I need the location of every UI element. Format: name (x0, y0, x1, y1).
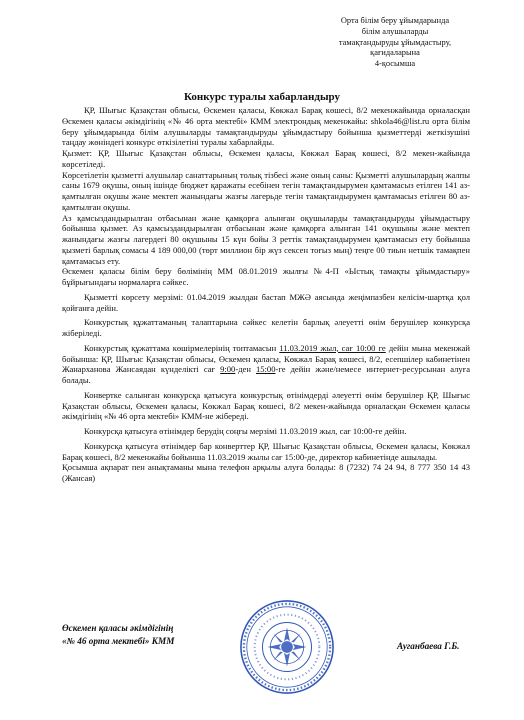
announcement-title: Конкурс туралы хабарландыру (183, 91, 340, 103)
annex-note (300, 16, 490, 70)
paragraph-recipients: Көрсетілетін қызметті алушылар санаттарының толық тізбесі және оның саны: Қызметті алушылардың жалпы саны 1679 оқушы, оның ішінде бюджет қаражаты есебінен тегін тамақтандырумен қамтамасыз етілген 141 аз-қамтылған оқушы және мектеп жанындағы жазғы лагерьде тегін тамақтандырумен қамтамасыз етілген 80 аз-қамтылған оқушы. (62, 169, 470, 212)
doc-text: дейін мына мекенжай бойынша: ҚР, Шығыс Қазақстан облысы, Өскемен қаласы, Көкжал Барақ көшесі, 8/2, есепшілер кабинетінен Жанархановa Жансаядан күнделікті сағ (62, 342, 471, 375)
doc-text: -ден (235, 364, 256, 375)
doc-text: -ге дейін және/немесе интернет-ресурсынан алуға болады. (62, 364, 471, 385)
signature-org-line: «№ 46 орта мектебі» КММ (62, 636, 175, 646)
annex-line: білім алушыларды (361, 26, 429, 36)
paragraph-envelope: Конвертке салынған конкурсқа қатысуға конкурстық өтінімдерді әлеуетті өнім берушілер ҚР, Шығыс Қазақстан облысы, Өскемен қаласы, Көкжал Барақ көшесі, 8/2 мекен-жайында орналасқан Өскемен қаласы әкімдігінің «№ 46 орта мектебі» КММ-не жібереді. (62, 389, 470, 422)
doc-deadline: 11.03.2019 жыл, сағ 10:00 ге (279, 342, 386, 353)
paragraph-organizer: ҚР, Шығыс Қазақстан облысы, Өскемен қаласы, Көкжал Барақ көшесі, 8/2 мекенжайында орналасқан Өскемен қаласы әкімдігінің «№ 46 орта мектебі» КММ электрондық мекенжайы: shkola46@list.ru орта білім беру ұйымдарында білім алушыларды тамақтандыруды ұйымдастыру бойынша қызметтерді жеткізушіні таңдау жөніндегі конкурс өткізілетіні туралы хабарлайды. (62, 105, 470, 148)
paragraph-service-location: Қызмет: ҚР, Шығыс Қазақстан облысы, Өскемен қаласы, Көкжал Барақ көшесі, 8/2 мекен-жайында көрсетіледі. (62, 148, 470, 169)
annex-line: Орта білім беру ұйымдарында (340, 16, 450, 25)
doc-time-to: 15:00 (256, 364, 276, 375)
paragraph-service-sum: Аз қамсыздандырылған отбасынан және қамқорға алынған оқушыларды тамақтандыруды ұйымдастыру бойынша қызмет. Аз қамсыздандырылған отбасынан және қамқорға алынған 141 оқушыны және мектеп жанындағы жазғы лагердегі 80 оқушыны 15 күн бойы 3 реттік тамақтандырумен қамтамасыз ету бойынша қызметі барлық сомасы 4 189 000,00 (төрт миллион бір жүз сексен тоғыз мың) теңге 00 тиын нетшік тамақпен қамтамасыз ету. (62, 212, 470, 266)
annex-line: тамақтандыруды ұйымдастыру, (338, 37, 452, 47)
paragraph-documentation (62, 343, 470, 386)
paragraph-contacts: Қосымша ақпарат пен анықтаманы мына телефон арқылы алуға болады: 8 (7232) 74 24 94, 8 777 350 14 43 (Жансая) (62, 462, 470, 483)
announcement-body (62, 105, 470, 484)
paragraph-opening: Конкурсқа қатысуға өтінімдер бар конверттер ҚР, Шығыс Қазақстан облысы, Өскемен қаласы, Көкжал Барақ көшесі, 8/2 мекенжайы бойынша 11.03.2019 жылы сағ 15:00-де, директор кабинетінде ашылады. (62, 440, 470, 462)
paragraph-deadline: Конкурсқа қатысуға өтінімдер берудің соңғы мерзімі 11.03.2019 жыл, сағ 10:00-ге дейін. (84, 426, 407, 436)
round-stamp-icon (238, 598, 336, 696)
signature-organization (62, 622, 174, 648)
annex-line: қағидаларына (370, 48, 420, 58)
paragraph-admission: Конкурстық құжаттаманың талаптарына сәйкес келетін барлық әлеуетті өнім берушілер конкурсқа жіберіледі. (62, 317, 470, 338)
paragraph-norms: Өскемен қаласы білім беру бөлімінің ММ 08.01.2019 жылғы №4-П «Ыстық тамақты ұйымдастыру» бұйрығындағы нормаларға сәйкес. (62, 266, 470, 287)
signature-org-line: Өскемен қаласы әкімдігінің (62, 623, 174, 633)
paragraph-term: Қызметті көрсету мерзімі: 01.04.2019 жылдан бастап МЖӘ аясында жеңімпазбен келісім-шартқа қол қойғанға дейін. (62, 291, 470, 313)
annex-line: 4-қосымша (374, 59, 416, 69)
doc-text: Конкурстық құжаттама көшірмелерінің топтамасын (84, 342, 280, 353)
doc-time-from: 9:00 (220, 364, 236, 375)
signature-name: Ауганбаева Г.Б. (397, 641, 460, 651)
